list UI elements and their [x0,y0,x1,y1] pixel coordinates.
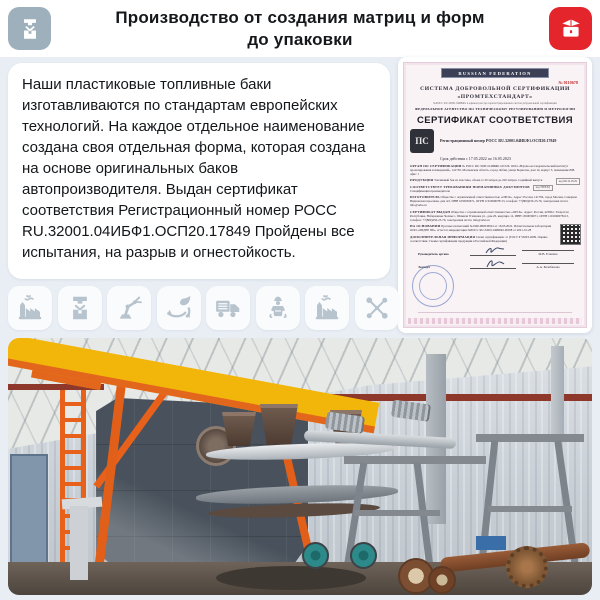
section-text: Схема сертификации: 1с (ГОСТ Р 53603-2009. Оценка соответствия. Схемы сертификации продукции в Российской Федерации) [410,234,548,243]
certificate-system-line2: «ПРОМТЕХСТАНДАРТ» [457,93,533,100]
qr-code [561,225,580,244]
stand-cross-bar [488,506,572,512]
certificate-logo-row [410,129,580,153]
certificate-reg-number: Регистрационный номер РОСС RU.32001.04ИБФ1.ОСП20.17849 [440,137,557,143]
process-icon-row [8,286,399,330]
section-label: НА ОСНОВАНИИ [410,224,441,229]
header [0,0,600,57]
section-text: Общество с ограниченной ответственностью «ОРСК». Адрес: Россия, 141704, город Москва, Северная Видновская проезжая, дом 4/2, ИНН 1650036671, ОГРН 1191690078113, телефон: +7(800)250-23-76, электронная почта: info@orka.ru [410,195,577,208]
concrete-pillar [551,346,564,442]
pipe-section [428,566,456,594]
pedestal [70,506,88,580]
section-text: Топливный бак из пластика, объем от 20 литров до 220 литров. Серийный выпуск [434,178,543,183]
certificate-system-line1: СИСТЕМА ДОБРОВОЛЬНОЙ СЕРТИФИКАЦИИ [420,86,570,92]
factory-icon [8,286,52,330]
section-label: ПРОДУКЦИЯ [410,178,434,183]
certificate-validity: Срок действия с 17.05.2022 по 16.05.2023 [440,155,511,161]
certificate-section-basis [410,224,580,232]
certificate-fine-print [418,312,572,315]
guilloche-strip [408,318,582,324]
signature-stroke [470,247,516,256]
worker-icon [256,286,300,330]
mold-press-icon [58,286,102,330]
factory-icon [305,286,349,330]
page-title [51,7,549,50]
stand-cross-bar [354,510,440,516]
factory-photo [8,338,592,595]
certificate-section-maker [410,195,580,207]
section-text: Общество с ограниченной ответственностью «ОРСК». Адрес: Россия, 423822, Татарстан Республика, Набережные Челны г., Шамиля Усманова ул., дом 20, квартира 12, ИНН 1650036671, ОГРН 1191690078113, телефон: +7(800)250-23-76, электронная почта: info@orka.ru [410,209,569,222]
packaging-box-icon [549,7,592,50]
section-label: ОРГАН ПО СЕРТИФИКАЦИИ [410,163,462,168]
signature-role: Руководитель органа [418,251,449,256]
section-label: СООТВЕТСТВУЕТ ТРЕБОВАНИЯМ НОРМАТИВНЫХ ДОКУМЕНТОВ [410,184,530,189]
section-text: № РОСС RU.32001.04ИБФ1.ОС526. ООО «Научно-исследовательский институт проектирования и измерений», 141730, Московская область, город Лобня, улица Борисова, дом 14, корпус 3, помещение 808, офис 1 [410,163,575,176]
product-code-box: код ОК 22.29.29 [556,178,580,185]
cooling-fan [350,542,377,569]
signature-name: А.А. Балабанова [522,263,574,269]
signature-row-head [418,247,574,256]
certificate-agency-line: ФЕДЕРАЛЬНОЕ АГЕНТСТВО ПО ТЕХНИЧЕСКОМУ РЕГУЛИРОВАНИЮ И МЕТРОЛОГИИ [414,106,576,111]
section-label: ИЗГОТОВИТЕЛЬ [410,195,440,200]
certificate-number: № 0110678 [558,80,578,85]
certificate-section-additional [410,235,580,243]
blue-machine-part [476,536,506,550]
intro-text: Наши пластиковые топливные баки изготавливаются по стандартам европейских технологий. На каждое отдельное наименование создана своя отдельная форма, которая создана на основе оригинальных баков автопроизводителя. Выдан сертификат соответствия Регистрационный номер РОСС RU.32001.04ИБФ1.ОСП20.17849 Пройдены все испытания, на разрыв и огнестойкость. [22,76,366,261]
page-title-line2: до упаковки [247,29,353,49]
recycling-leaf-icon [157,286,201,330]
certificate-section-conformity [410,185,580,193]
certificate-section-issued [410,210,580,222]
section-label: ДОПОЛНИТЕЛЬНАЯ ИНФОРМАЦИЯ [410,234,476,239]
signature-role: Эксперт [418,264,430,269]
certificate-section-organ [410,164,580,176]
truck-icon [206,286,250,330]
section-text: Протокол испытаний №1900-ИБП/И022 от 16.03.2022. Испытательная лаборатория ООО «ЛИДЕР ПБ», аттестат аккредитации №РОСС RU.32001.04ИБФ1.ИЛ08 от 2021-10-28 [410,224,552,233]
section-label: СЕРТИФИКАТ ВЫДАН [410,209,451,214]
tnved-code-box: код ТН ВЭД [533,185,553,192]
floor-plate [216,566,366,590]
gear-wheel [506,546,548,588]
signature-stroke [470,260,516,269]
control-cabinet [10,454,48,572]
page-title-line1: Производство от создания матриц и форм [115,8,485,28]
certificate-section-product [410,178,580,182]
certificate-registry-line: №РОСС RU.32001.04ИБФ1 в едином реестре зарегистрированных систем добровольной сертификации [433,102,557,106]
certificate-paper [403,62,587,328]
certificate-card [398,57,592,333]
mold-press-icon [8,7,51,50]
network-icon [355,286,399,330]
signature-name: М.В. Елагина [522,250,574,256]
robot-arm-icon [107,286,151,330]
intro-card [8,63,390,279]
round-stamp [412,265,454,307]
section-text: Спецификация производителя [410,188,450,193]
certificate-country-banner: RUSSIAN FEDERATION [441,68,548,78]
cooling-fan [302,542,329,569]
certification-system-logo: ПС [410,129,434,153]
certificate-title: СЕРТИФИКАТ СООТВЕТСТВИЯ [417,114,573,126]
